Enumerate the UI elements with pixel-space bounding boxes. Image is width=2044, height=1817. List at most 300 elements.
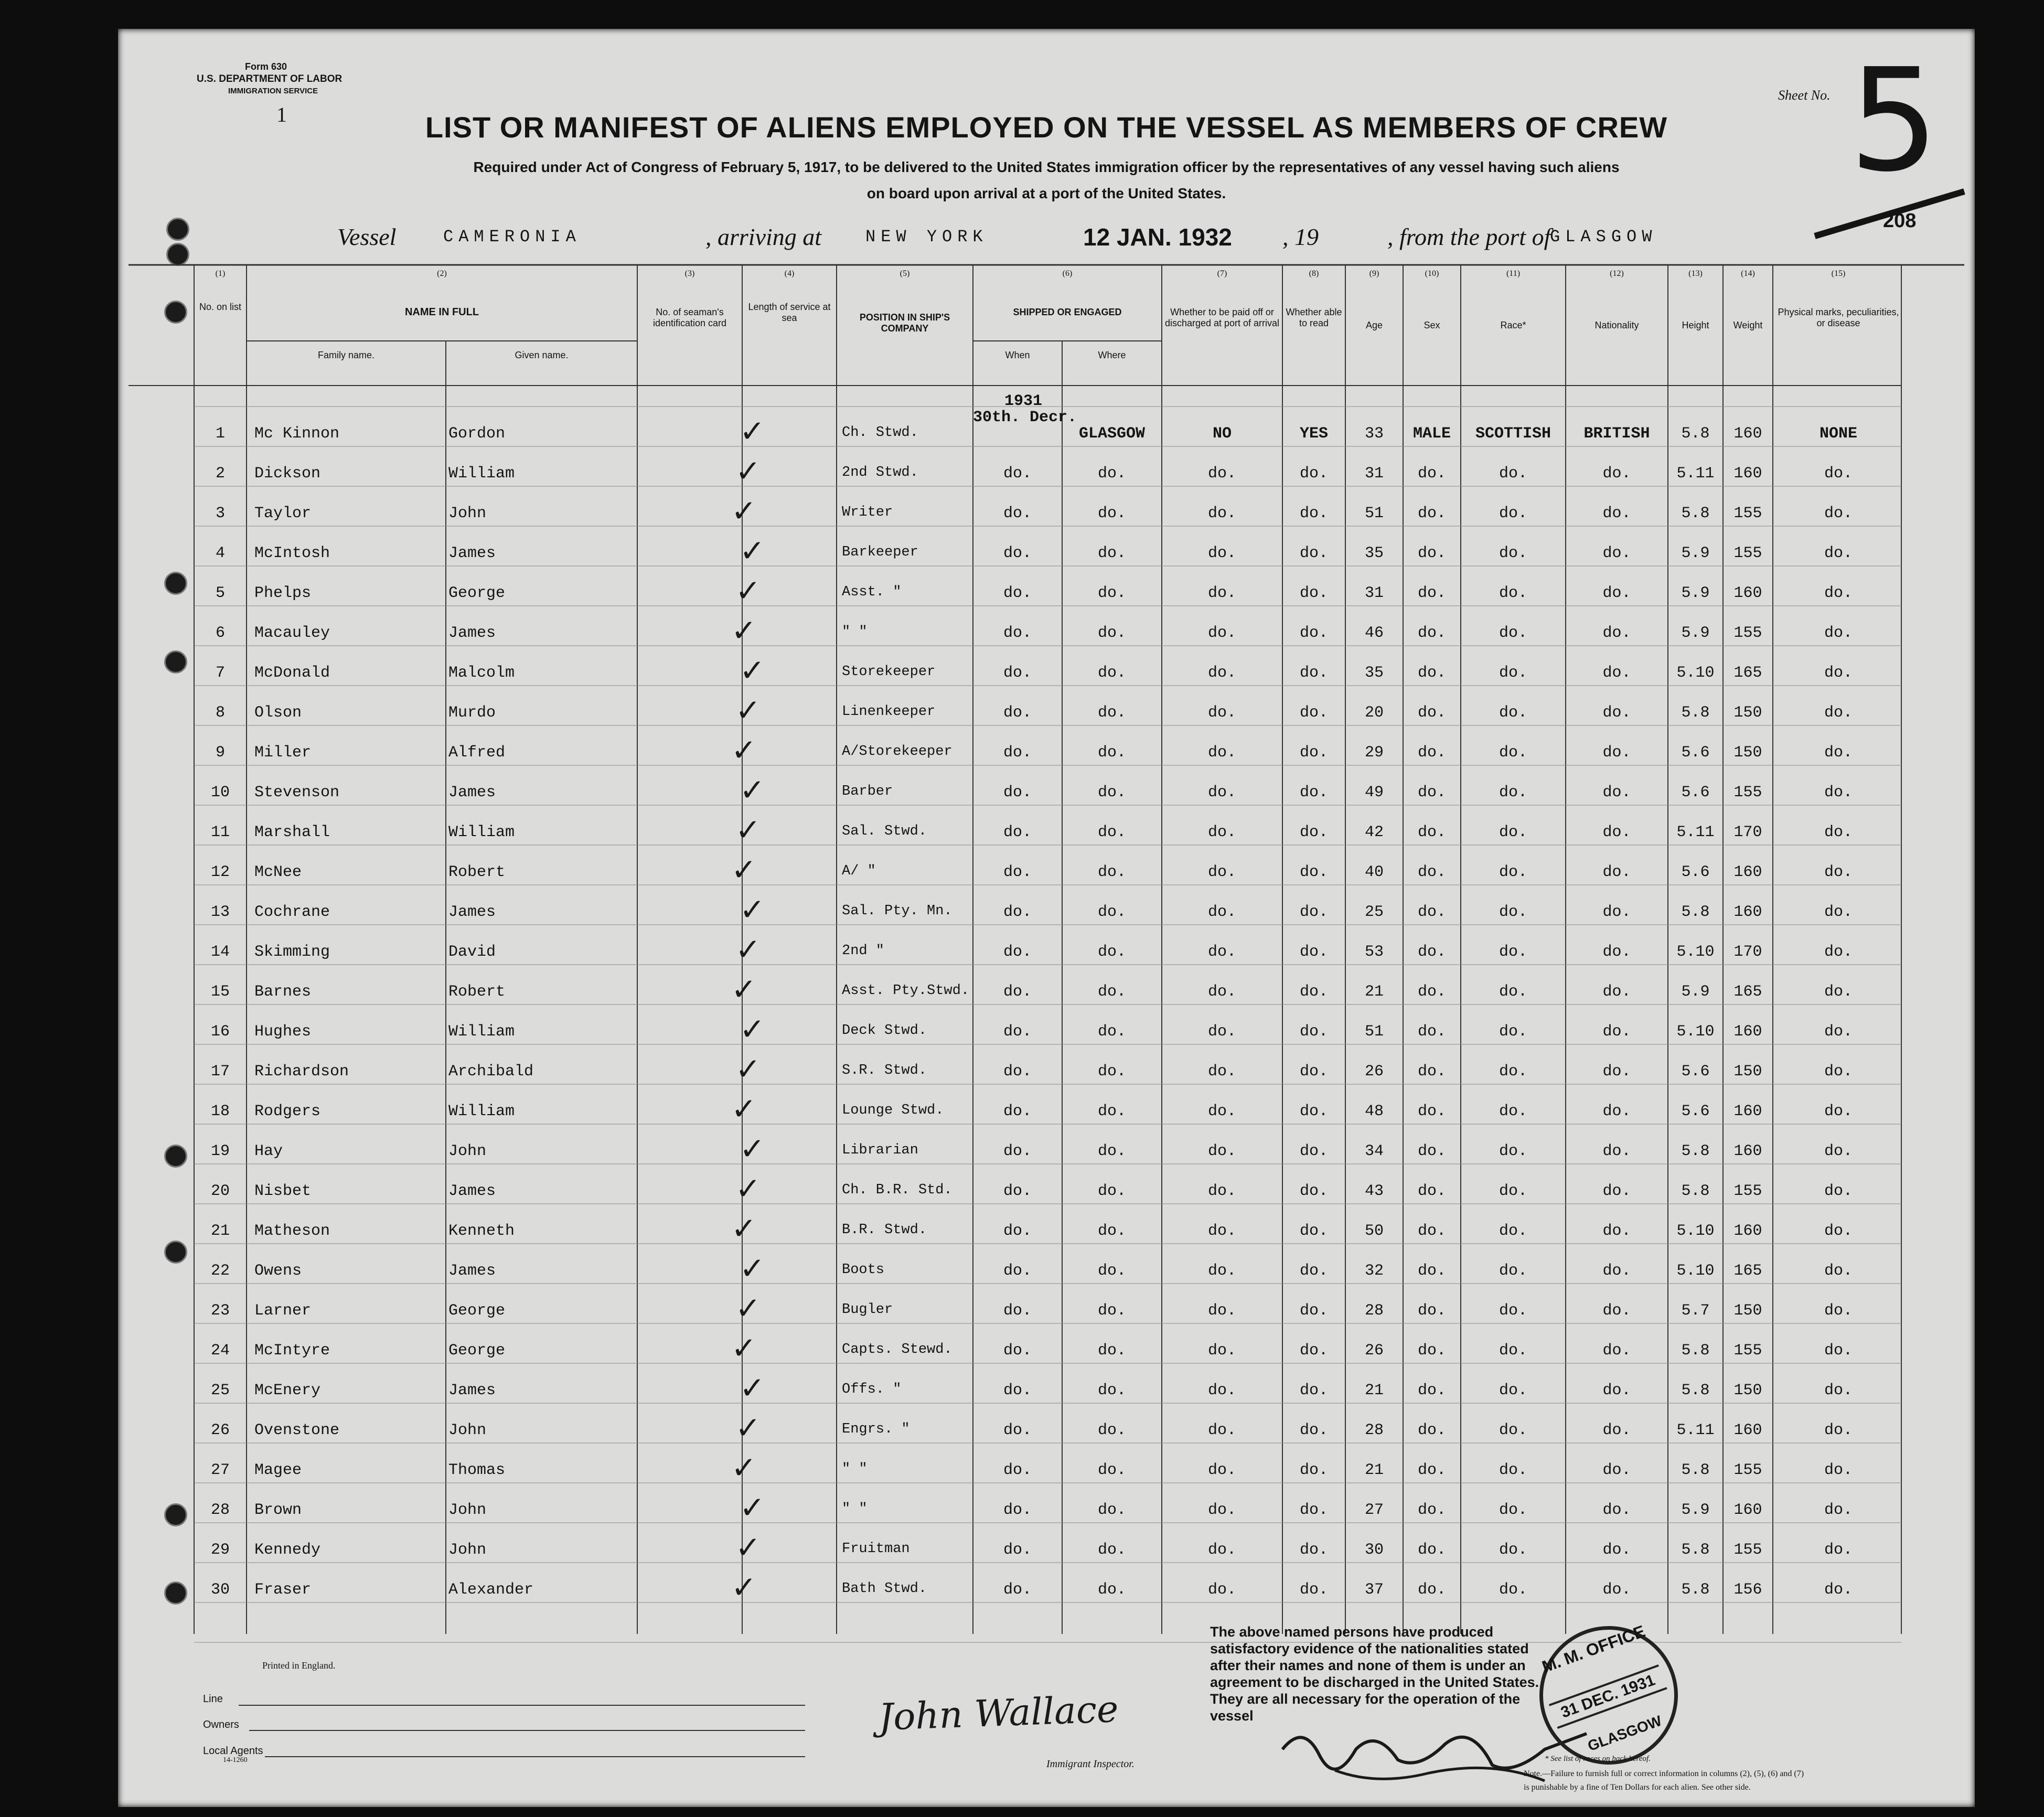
cell-family-name: Owens	[254, 1262, 302, 1280]
cell-weight: 155	[1733, 544, 1762, 562]
cell-paid-off: do.	[1207, 664, 1236, 682]
cell-age: 21	[1364, 983, 1384, 1001]
cell-family-name: Dickson	[254, 465, 321, 483]
cell-able-to-read: do.	[1299, 465, 1328, 483]
cell-race: do.	[1499, 1461, 1527, 1479]
inspector-signature: John Wallace	[877, 1687, 1119, 1739]
cell-given-name: Archibald	[448, 1063, 534, 1081]
cell-number: 19	[210, 1142, 230, 1160]
cell-race: do.	[1499, 704, 1527, 722]
cell-race: do.	[1499, 1302, 1527, 1320]
cell-family-name: Fraser	[254, 1581, 312, 1599]
cell-weight: 155	[1733, 1541, 1762, 1559]
cell-age: 51	[1364, 505, 1384, 522]
cell-weight: 160	[1733, 1142, 1762, 1160]
cell-sex: do.	[1417, 744, 1446, 762]
cell-age: 28	[1364, 1302, 1384, 1320]
cell-when: do.	[1003, 1382, 1032, 1399]
cell-when: do.	[1003, 1063, 1032, 1081]
arrival-date: 12 JAN. 1932	[1083, 223, 1232, 251]
cell-nationality: do.	[1602, 1581, 1631, 1599]
cell-family-name: Nisbet	[254, 1182, 312, 1200]
cell-able-to-read: do.	[1299, 1342, 1328, 1360]
cell-height: 5.11	[1676, 1421, 1715, 1439]
cell-position: A/Storekeeper	[842, 744, 953, 760]
cell-height: 5.8	[1681, 1182, 1710, 1200]
cell-race: do.	[1499, 1063, 1527, 1081]
cell-height: 5.6	[1681, 1063, 1710, 1081]
cell-paid-off: do.	[1207, 903, 1236, 921]
cell-paid-off: do.	[1207, 1581, 1236, 1599]
header-height: Height	[1682, 320, 1709, 330]
cell-given-name: Malcolm	[448, 664, 515, 682]
column-number: (2)	[437, 269, 447, 278]
cell-family-name: McDonald	[254, 664, 330, 682]
check-mark-icon: ✓	[731, 852, 757, 888]
cell-height: 5.6	[1681, 784, 1710, 801]
cell-sex: do.	[1417, 1382, 1446, 1399]
cell-height: 5.8	[1681, 903, 1710, 921]
cell-weight: 160	[1733, 584, 1762, 602]
cell-able-to-read: do.	[1299, 863, 1328, 881]
cell-able-to-read: do.	[1299, 664, 1328, 682]
cell-position: Offs. "	[842, 1382, 902, 1397]
check-mark-icon: ✓	[731, 1330, 757, 1366]
column-number: (12)	[1610, 269, 1624, 278]
local-agents-label: Local Agents	[203, 1745, 263, 1757]
cell-paid-off: do.	[1207, 943, 1236, 961]
cell-physical-marks: do.	[1824, 1421, 1853, 1439]
cell-where: do.	[1097, 784, 1126, 801]
cell-given-name: Alfred	[448, 744, 506, 762]
cell-number: 24	[210, 1342, 230, 1360]
cell-paid-off: do.	[1207, 983, 1236, 1001]
agents-rule	[265, 1756, 805, 1757]
cell-age: 21	[1364, 1461, 1384, 1479]
cell-race: do.	[1499, 544, 1527, 562]
cell-physical-marks: do.	[1824, 784, 1853, 801]
cell-able-to-read: do.	[1299, 1541, 1328, 1559]
cell-position: Engrs. "	[842, 1421, 910, 1437]
cell-height: 5.9	[1681, 624, 1710, 642]
cell-sex: do.	[1417, 863, 1446, 881]
line-rule	[239, 1705, 805, 1706]
cell-given-name: Thomas	[448, 1461, 506, 1479]
cell-given-name: John	[448, 1142, 487, 1160]
cell-nationality: do.	[1602, 903, 1631, 921]
inspector-label: Immigrant Inspector.	[1046, 1758, 1135, 1770]
cell-where: do.	[1097, 664, 1126, 682]
punch-hole	[166, 218, 189, 241]
cell-age: 30	[1364, 1541, 1384, 1559]
cell-race: do.	[1499, 1222, 1527, 1240]
cell-weight: 155	[1733, 1342, 1762, 1360]
cell-number: 17	[210, 1063, 230, 1081]
cell-nationality: do.	[1602, 1262, 1631, 1280]
cell-given-name: Robert	[448, 863, 506, 881]
cell-when: do.	[1003, 1262, 1032, 1280]
cell-physical-marks: do.	[1824, 983, 1853, 1001]
cell-family-name: Richardson	[254, 1063, 349, 1081]
check-mark-icon: ✓	[740, 1131, 765, 1167]
cell-race: do.	[1499, 744, 1527, 762]
cell-where: do.	[1097, 1501, 1126, 1519]
cell-number: 1	[215, 425, 225, 443]
cell-where: do.	[1097, 704, 1126, 722]
cell-where: do.	[1097, 1421, 1126, 1439]
cell-given-name: William	[448, 1103, 515, 1120]
cell-when: do.	[1003, 624, 1032, 642]
header-when: When	[1005, 350, 1030, 360]
cell-physical-marks: do.	[1824, 1342, 1853, 1360]
manifest-sheet	[118, 29, 1975, 1807]
cell-family-name: Barnes	[254, 983, 312, 1001]
cell-sex: do.	[1417, 704, 1446, 722]
check-mark-icon: ✓	[740, 772, 765, 808]
cell-paid-off: do.	[1207, 465, 1236, 483]
department: U.S. DEPARTMENT OF LABOR	[197, 73, 343, 84]
cell-given-name: George	[448, 584, 506, 602]
cell-race: do.	[1499, 1103, 1527, 1120]
cell-race: do.	[1499, 1501, 1527, 1519]
cell-physical-marks: do.	[1824, 584, 1853, 602]
cell-paid-off: NO	[1212, 425, 1232, 443]
cell-physical-marks: do.	[1824, 1023, 1853, 1041]
cell-paid-off: do.	[1207, 704, 1236, 722]
cell-number: 7	[215, 664, 225, 682]
header-weight: Weight	[1733, 320, 1763, 330]
cell-when: do.	[1003, 1142, 1032, 1160]
cell-number: 9	[215, 744, 225, 762]
column-number: (8)	[1309, 269, 1319, 278]
cell-height: 5.6	[1681, 863, 1710, 881]
cell-family-name: Miller	[254, 744, 312, 762]
cell-family-name: Hay	[254, 1142, 283, 1160]
form-code: 14-1260	[223, 1756, 248, 1764]
cell-paid-off: do.	[1207, 863, 1236, 881]
cell-position: Fruitman	[842, 1541, 910, 1557]
punch-hole	[164, 1145, 187, 1168]
cell-weight: 156	[1733, 1581, 1762, 1599]
cell-sex: do.	[1417, 1222, 1446, 1240]
cell-weight: 150	[1733, 1302, 1762, 1320]
cell-age: 20	[1364, 704, 1384, 722]
cell-nationality: do.	[1602, 1063, 1631, 1081]
cell-paid-off: do.	[1207, 505, 1236, 522]
punch-hole	[164, 1503, 187, 1526]
check-mark-icon: ✓	[735, 1530, 761, 1565]
cell-paid-off: do.	[1207, 1382, 1236, 1399]
cell-position: Capts. Stewd.	[842, 1342, 953, 1358]
header-no-on-list: No. on list	[199, 302, 242, 312]
cell-given-name: William	[448, 1023, 515, 1041]
cell-when: do.	[1003, 903, 1032, 921]
cell-weight: 160	[1733, 1501, 1762, 1519]
check-mark-icon: ✓	[740, 1011, 765, 1047]
cell-able-to-read: do.	[1299, 824, 1328, 841]
column-number: (6)	[1062, 269, 1073, 278]
cell-paid-off: do.	[1207, 1182, 1236, 1200]
cell-weight: 155	[1733, 505, 1762, 522]
cell-nationality: do.	[1602, 704, 1631, 722]
cell-position: S.R. Stwd.	[842, 1063, 927, 1078]
cell-given-name: James	[448, 544, 496, 562]
cell-position: " "	[842, 624, 868, 640]
cell-nationality: do.	[1602, 983, 1631, 1001]
cell-number: 2	[215, 465, 225, 483]
cell-sex: do.	[1417, 1342, 1446, 1360]
cell-weight: 165	[1733, 983, 1762, 1001]
cell-height: 5.10	[1676, 1023, 1715, 1041]
cell-paid-off: do.	[1207, 1142, 1236, 1160]
cell-number: 11	[210, 824, 230, 841]
cell-height: 5.11	[1676, 824, 1715, 841]
cell-number: 20	[210, 1182, 230, 1200]
cell-nationality: do.	[1602, 1342, 1631, 1360]
stamp-date: 31 DEC. 1931	[1549, 1664, 1667, 1729]
cell-family-name: Magee	[254, 1461, 302, 1479]
check-mark-icon: ✓	[735, 1051, 761, 1087]
header-where: Where	[1098, 350, 1126, 360]
cell-race: do.	[1499, 1182, 1527, 1200]
cell-able-to-read: do.	[1299, 903, 1328, 921]
cell-able-to-read: do.	[1299, 704, 1328, 722]
cell-weight: 150	[1733, 1063, 1762, 1081]
cell-able-to-read: do.	[1299, 1302, 1328, 1320]
cell-race: do.	[1499, 664, 1527, 682]
cell-when: do.	[1003, 544, 1032, 562]
cell-weight: 155	[1733, 1182, 1762, 1200]
cell-nationality: do.	[1602, 1103, 1631, 1120]
cell-number: 29	[210, 1541, 230, 1559]
check-mark-icon: ✓	[735, 812, 761, 848]
cell-age: 48	[1364, 1103, 1384, 1120]
cell-paid-off: do.	[1207, 1023, 1236, 1041]
cell-number: 28	[210, 1501, 230, 1519]
cell-when: do.	[1003, 1541, 1032, 1559]
cell-paid-off: do.	[1207, 744, 1236, 762]
cell-height: 5.8	[1681, 1541, 1710, 1559]
cell-given-name: William	[448, 465, 515, 483]
cell-physical-marks: do.	[1824, 863, 1853, 881]
stamp-bottom-text: GLASGOW	[1585, 1712, 1664, 1755]
cell-where: do.	[1097, 584, 1126, 602]
cell-where: do.	[1097, 465, 1126, 483]
subtitle-line-2: on board upon arrival at a port of the United States.	[866, 185, 1226, 201]
cell-paid-off: do.	[1207, 784, 1236, 801]
column-number: (3)	[684, 269, 695, 278]
cell-where: do.	[1097, 624, 1126, 642]
cell-given-name: William	[448, 824, 515, 841]
cell-given-name: Murdo	[448, 704, 496, 722]
cell-position: Bugler	[842, 1302, 893, 1318]
cell-position: Barkeeper	[842, 544, 918, 560]
punch-hole	[164, 301, 187, 324]
cell-position: Ch. B.R. Std.	[842, 1182, 953, 1198]
cell-number: 30	[210, 1581, 230, 1599]
cell-where: do.	[1097, 1541, 1126, 1559]
cell-paid-off: do.	[1207, 1262, 1236, 1280]
cell-position: Boots	[842, 1262, 885, 1278]
cell-able-to-read: do.	[1299, 1023, 1328, 1041]
cell-weight: 150	[1733, 704, 1762, 722]
header-shipped-or-engaged: SHIPPED OR ENGAGED	[1013, 307, 1122, 317]
cell-physical-marks: do.	[1824, 943, 1853, 961]
column-number: (5)	[900, 269, 910, 278]
cell-paid-off: do.	[1207, 1063, 1236, 1081]
cell-where: do.	[1097, 1382, 1126, 1399]
header-position: POSITION IN SHIP'S COMPANY	[859, 312, 950, 334]
cell-when: do.	[1003, 1461, 1032, 1479]
cell-when: do.	[1003, 664, 1032, 682]
cell-race: do.	[1499, 863, 1527, 881]
cell-able-to-read: do.	[1299, 943, 1328, 961]
cell-where: do.	[1097, 1302, 1126, 1320]
cell-nationality: do.	[1602, 744, 1631, 762]
cell-able-to-read: do.	[1299, 1103, 1328, 1120]
cell-race: do.	[1499, 983, 1527, 1001]
cell-number: 23	[210, 1302, 230, 1320]
cell-where: do.	[1097, 1182, 1126, 1200]
cell-when: do.	[1003, 1023, 1032, 1041]
cell-given-name: James	[448, 624, 496, 642]
cell-sex: do.	[1417, 505, 1446, 522]
cell-position: Barber	[842, 784, 893, 799]
cell-height: 5.8	[1681, 425, 1710, 443]
margin-mark: 1	[276, 103, 287, 126]
cell-paid-off: do.	[1207, 1461, 1236, 1479]
cell-able-to-read: do.	[1299, 1501, 1328, 1519]
cell-number: 27	[210, 1461, 230, 1479]
cell-nationality: do.	[1602, 624, 1631, 642]
cell-weight: 165	[1733, 664, 1762, 682]
cell-nationality: do.	[1602, 1023, 1631, 1041]
cell-age: 28	[1364, 1421, 1384, 1439]
cell-given-name: John	[448, 505, 487, 522]
cell-sex: do.	[1417, 824, 1446, 841]
column-number: (13)	[1688, 269, 1703, 278]
cell-sex: do.	[1417, 1501, 1446, 1519]
cell-number: 12	[210, 863, 230, 881]
cell-position: 2nd Stwd.	[842, 465, 918, 480]
cell-age: 43	[1364, 1182, 1384, 1200]
cell-sex: do.	[1417, 983, 1446, 1001]
cell-weight: 160	[1733, 903, 1762, 921]
check-mark-icon: ✓	[740, 653, 765, 688]
cell-nationality: do.	[1602, 1541, 1631, 1559]
cell-given-name: James	[448, 1262, 496, 1280]
cell-where: do.	[1097, 1023, 1126, 1041]
cell-paid-off: do.	[1207, 1222, 1236, 1240]
column-number: (7)	[1217, 269, 1227, 278]
cell-where: do.	[1097, 1461, 1126, 1479]
cell-position: Deck Stwd.	[842, 1023, 927, 1039]
cell-given-name: George	[448, 1302, 506, 1320]
certification-statement: The above named persons have produced satisfactory evidence of the nationalities stated after their names and none of them is under an agreement to be discharged in the United States. They are all necessary for the operation of the vessel	[1210, 1624, 1539, 1724]
cell-physical-marks: do.	[1824, 624, 1853, 642]
punch-hole	[164, 572, 187, 595]
cell-weight: 165	[1733, 1262, 1762, 1280]
year-label: , 19	[1282, 223, 1319, 250]
cell-number: 26	[210, 1421, 230, 1439]
cell-height: 5.8	[1681, 505, 1710, 522]
check-mark-icon: ✓	[740, 892, 765, 927]
cell-age: 34	[1364, 1142, 1384, 1160]
cell-age: 29	[1364, 744, 1384, 762]
cell-height: 5.10	[1676, 664, 1715, 682]
cell-position: Librarian	[842, 1142, 918, 1158]
sheet-number: 5	[1849, 38, 1939, 203]
cell-weight: 150	[1733, 1382, 1762, 1399]
cell-physical-marks: do.	[1824, 1182, 1853, 1200]
fine-note: is punishable by a fine of Ten Dollars for each alien. See other side.	[1524, 1783, 1751, 1792]
cell-race: SCOTTISH	[1475, 425, 1551, 443]
cell-position: Linenkeeper	[842, 704, 936, 720]
cell-physical-marks: do.	[1824, 744, 1853, 762]
column-number: (4)	[784, 269, 795, 278]
cell-number: 15	[210, 983, 230, 1001]
check-mark-icon: ✓	[731, 1091, 757, 1127]
cell-nationality: do.	[1602, 1501, 1631, 1519]
cell-age: 32	[1364, 1262, 1384, 1280]
cell-family-name: Cochrane	[254, 903, 330, 921]
cell-sex: do.	[1417, 1541, 1446, 1559]
cell-height: 5.6	[1681, 744, 1710, 762]
line-label: Line	[203, 1693, 223, 1705]
cell-nationality: do.	[1602, 1142, 1631, 1160]
cell-age: 31	[1364, 465, 1384, 483]
cell-given-name: James	[448, 784, 496, 801]
cell-number: 4	[215, 544, 225, 562]
cell-able-to-read: do.	[1299, 584, 1328, 602]
cell-weight: 160	[1733, 425, 1762, 443]
punch-hole	[166, 243, 189, 266]
cell-able-to-read: YES	[1299, 425, 1328, 443]
cell-given-name: Gordon	[448, 425, 506, 443]
cell-weight: 155	[1733, 1461, 1762, 1479]
cell-height: 5.8	[1681, 1382, 1710, 1399]
cell-family-name: Hughes	[254, 1023, 312, 1041]
header-sex: Sex	[1424, 320, 1440, 330]
header-name-in-full: NAME IN FULL	[404, 306, 479, 318]
check-mark-icon: ✓	[731, 613, 757, 648]
cell-position: B.R. Stwd.	[842, 1222, 927, 1238]
cell-able-to-read: do.	[1299, 1461, 1328, 1479]
cell-physical-marks: do.	[1824, 1382, 1853, 1399]
cell-family-name: Skimming	[254, 943, 330, 961]
cell-physical-marks: do.	[1824, 1461, 1853, 1479]
cell-race: do.	[1499, 903, 1527, 921]
cell-where: do.	[1097, 544, 1126, 562]
cell-number: 3	[215, 505, 225, 522]
cell-physical-marks: do.	[1824, 505, 1853, 522]
cell-physical-marks: do.	[1824, 824, 1853, 841]
cell-when: do.	[1003, 1103, 1032, 1120]
cell-physical-marks: do.	[1824, 544, 1853, 562]
cell-position: A/ "	[842, 863, 876, 879]
check-mark-icon: ✓	[735, 1290, 761, 1326]
cell-sex: do.	[1417, 1103, 1446, 1120]
cell-height: 5.8	[1681, 1342, 1710, 1360]
cell-age: 49	[1364, 784, 1384, 801]
cell-age: 46	[1364, 624, 1384, 642]
cell-age: 42	[1364, 824, 1384, 841]
cell-sex: do.	[1417, 544, 1446, 562]
cell-physical-marks: do.	[1824, 1142, 1853, 1160]
cell-nationality: do.	[1602, 784, 1631, 801]
header-age: Age	[1365, 320, 1383, 330]
check-mark-icon: ✓	[740, 533, 765, 569]
